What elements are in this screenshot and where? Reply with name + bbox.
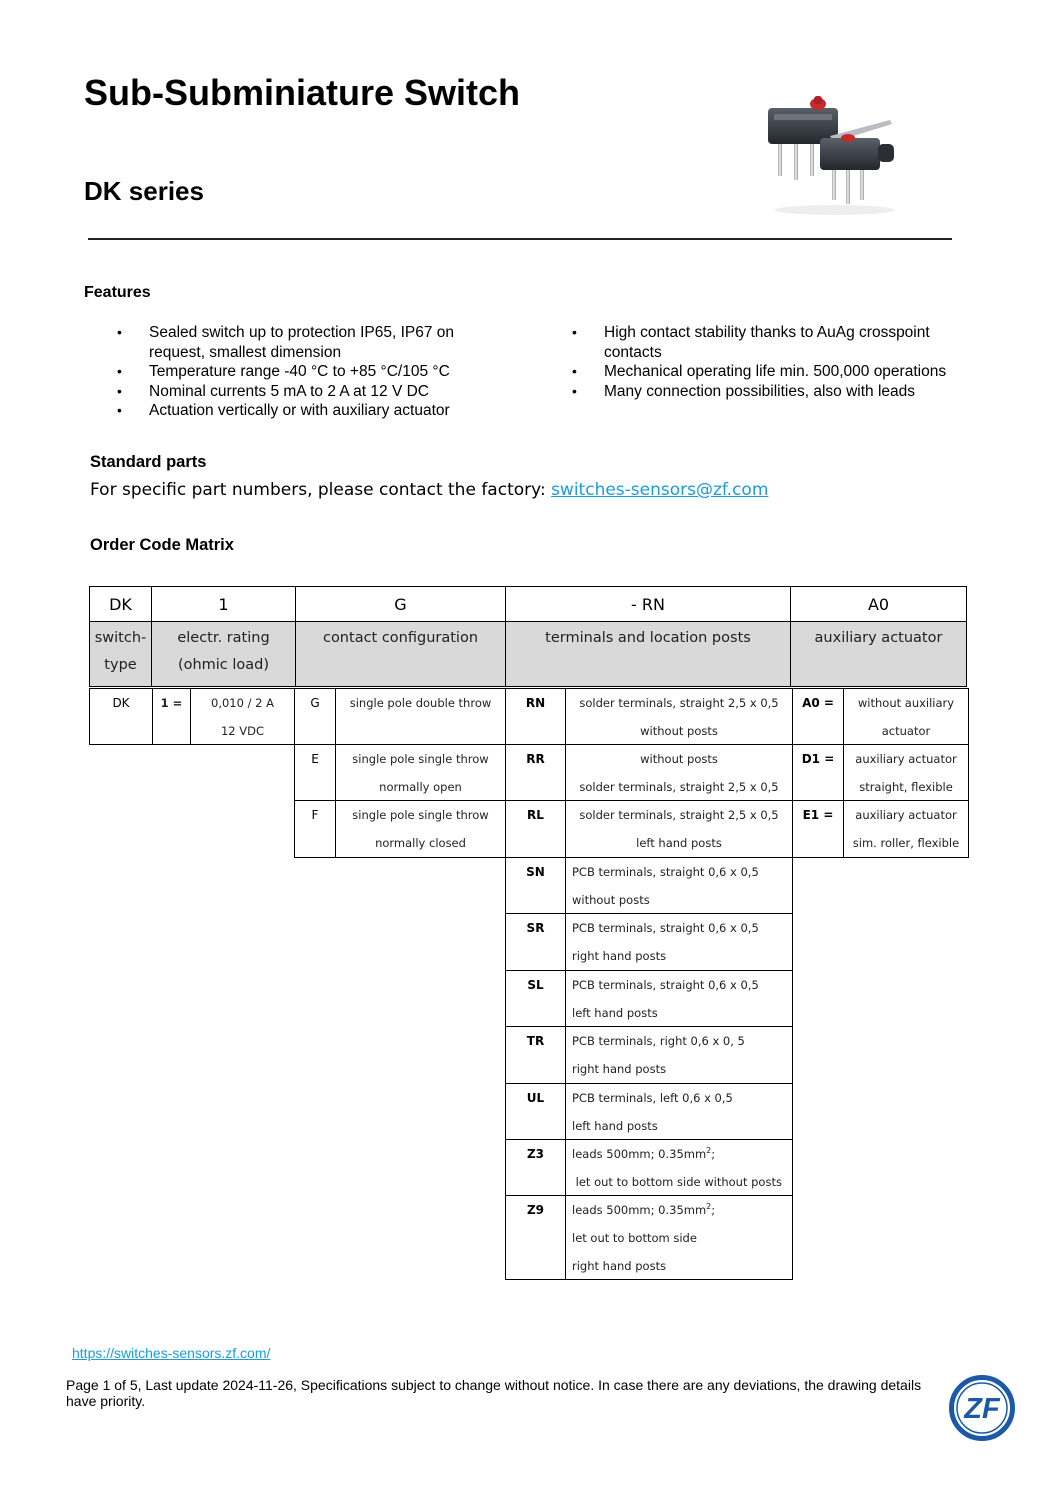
terminal-desc-z9 — [565, 1195, 793, 1280]
terminal-desc-tr — [565, 1026, 793, 1084]
product-image — [760, 78, 910, 218]
standard-parts-heading: Standard parts — [90, 453, 207, 471]
contact-line2: normally open — [379, 780, 462, 794]
terminal-desc-sl — [565, 970, 793, 1027]
actuator-line2: actuator — [881, 724, 931, 738]
terminal-desc-sr — [565, 913, 793, 971]
feature-item: • Temperature range -40 °C to +85 °C/105 °C — [117, 362, 477, 382]
contact-code-f: F — [294, 800, 336, 858]
contact-desc-f — [335, 800, 506, 858]
code-g: G — [295, 586, 506, 622]
footer-text: Page 1 of 5, Last update 2024-11-26, Specifications subject to change without notice. In case there are any deviations, the drawing details have priority. — [66, 1377, 922, 1409]
header-terminals: terminals and location posts — [505, 621, 791, 687]
series-title: DK series — [84, 176, 204, 206]
terminal-line1 — [572, 1196, 792, 1224]
header-contact-configuration: contact configuration — [295, 621, 506, 687]
feature-item: • High contact stability thanks to AuAg crosspoint contacts — [572, 323, 952, 362]
header-switch-type: switch-type — [89, 621, 152, 687]
rating-desc — [190, 688, 295, 745]
rating-line2: 12 VDC — [220, 724, 265, 738]
features-list-left — [117, 323, 477, 421]
terminal-line1: PCB terminals, straight 0,6 x 0,5 — [572, 978, 759, 992]
terminal-line1: PCB terminals, straight 0,6 x 0,5 — [572, 865, 759, 879]
page-title: Sub-Subminiature Switch — [84, 72, 521, 113]
contact-desc-e — [335, 744, 506, 801]
z3-line1-end: ; — [711, 1147, 716, 1161]
terminal-code-sr: SR — [505, 913, 566, 971]
feature-item: • Actuation vertically or with auxiliary actuator — [117, 401, 477, 421]
header-electr-rating: electr. rating (ohmic load) — [151, 621, 296, 687]
terminal-line1: PCB terminals, right 0,6 x 0, 5 — [572, 1034, 745, 1048]
terminal-desc-rr — [565, 744, 793, 801]
terminal-line2: left hand posts — [572, 1119, 658, 1133]
z9-sup: 2 — [706, 1202, 712, 1212]
switch-code-dk: DK — [89, 688, 153, 745]
feature-item: • Nominal currents 5 mA to 2 A at 12 V DC — [117, 382, 477, 402]
terminal-desc-ul — [565, 1083, 793, 1140]
zf-logo — [948, 1374, 1016, 1442]
actuator-desc-d1 — [843, 744, 969, 801]
contact-desc-g — [335, 688, 506, 745]
rating-code — [152, 688, 191, 745]
actuator-desc-e1 — [843, 800, 969, 858]
actuator-code-e1: E1 = — [792, 800, 844, 858]
code-1: 1 — [151, 586, 296, 622]
terminal-code-z9: Z9 — [505, 1195, 566, 1280]
features-list-right — [572, 323, 952, 401]
code-dk: DK — [89, 586, 152, 622]
contact-line1: single pole double throw — [349, 696, 492, 710]
contact-email-link[interactable]: switches-sensors@zf.com — [551, 480, 769, 500]
terminal-line1: PCB terminals, straight 0,6 x 0,5 — [572, 921, 759, 935]
terminal-line2: right hand posts — [572, 949, 667, 963]
order-code-heading: Order Code Matrix — [90, 536, 234, 554]
z3-line1: leads 500mm; 0.35mm — [572, 1147, 707, 1161]
terminal-code-ul: UL — [505, 1083, 566, 1140]
actuator-desc-a0 — [843, 688, 969, 745]
terminal-code-sl: SL — [505, 970, 566, 1027]
terminal-line2: solder terminals, straight 2,5 x 0,5 — [579, 780, 779, 794]
actuator-code-d1: D1 = — [792, 744, 844, 801]
standard-parts-text — [90, 480, 768, 500]
terminal-code-rr: RR — [505, 744, 566, 801]
rating-code-text: 1 = — [160, 696, 183, 710]
feature-item: • Sealed switch up to protection IP65, IP67 on request, smallest dimension — [117, 323, 477, 362]
contact-line1: single pole single throw — [352, 808, 489, 822]
contact-code-g: G — [294, 688, 336, 745]
z9-line1: leads 500mm; 0.35mm — [572, 1203, 707, 1217]
zf-logo-text: ZF — [964, 1393, 1000, 1425]
terminal-code-z3: Z3 — [505, 1139, 566, 1196]
z9-line1-end: ; — [711, 1203, 716, 1217]
terminal-line1: without posts — [640, 752, 718, 766]
terminal-code-rl: RL — [505, 800, 566, 858]
actuator-line1: auxiliary actuator — [855, 808, 957, 822]
features-heading: Features — [84, 284, 151, 301]
actuator-code-a0: A0 = — [792, 688, 844, 745]
actuator-line1: without auxiliary — [857, 696, 955, 710]
feature-item: • Many connection possibilities, also with leads — [572, 382, 952, 402]
terminal-desc-rl — [565, 800, 793, 858]
header-auxiliary-actuator: auxiliary actuator — [790, 621, 967, 687]
feature-item: • Mechanical operating life min. 500,000 operations — [572, 362, 952, 382]
terminal-code-rn: RN — [505, 688, 566, 745]
terminal-line1 — [572, 1140, 792, 1168]
terminal-desc-z3 — [565, 1139, 793, 1196]
actuator-line2: sim. roller, flexible — [852, 836, 960, 850]
terminal-line2: left hand posts — [636, 836, 722, 850]
rating-line1: 0,010 / 2 A — [211, 696, 274, 710]
header-divider — [88, 238, 952, 240]
terminal-line3: right hand posts — [572, 1259, 667, 1273]
contact-code-e: E — [294, 744, 336, 801]
terminal-desc-sn — [565, 857, 793, 914]
terminal-code-tr: TR — [505, 1026, 566, 1084]
website-link[interactable]: https://switches-sensors.zf.com/ — [72, 1345, 271, 1361]
contact-line2: normally closed — [375, 836, 466, 850]
code-rn: - RN — [505, 586, 791, 622]
terminal-desc-rn — [565, 688, 793, 745]
terminal-line1: solder terminals, straight 2,5 x 0,5 — [579, 808, 779, 822]
terminal-line2: let out to bottom side — [572, 1231, 697, 1245]
terminal-line2: without posts — [640, 724, 718, 738]
standard-parts-sentence: For specific part numbers, please contact the factory: — [90, 480, 552, 500]
terminal-line1: PCB terminals, left 0,6 x 0,5 — [572, 1091, 733, 1105]
z3-sup: 2 — [706, 1146, 712, 1156]
actuator-line2: straight, flexible — [859, 780, 953, 794]
terminal-line2: without posts — [572, 893, 650, 907]
code-a0: A0 — [790, 586, 967, 622]
contact-line1: single pole single throw — [352, 752, 489, 766]
terminal-code-sn: SN — [505, 857, 566, 914]
terminal-line2: let out to bottom side without posts — [572, 1175, 782, 1189]
terminal-line1: solder terminals, straight 2,5 x 0,5 — [579, 696, 779, 710]
actuator-line1: auxiliary actuator — [855, 752, 957, 766]
terminal-line2: left hand posts — [572, 1006, 658, 1020]
terminal-line2: right hand posts — [572, 1062, 667, 1076]
